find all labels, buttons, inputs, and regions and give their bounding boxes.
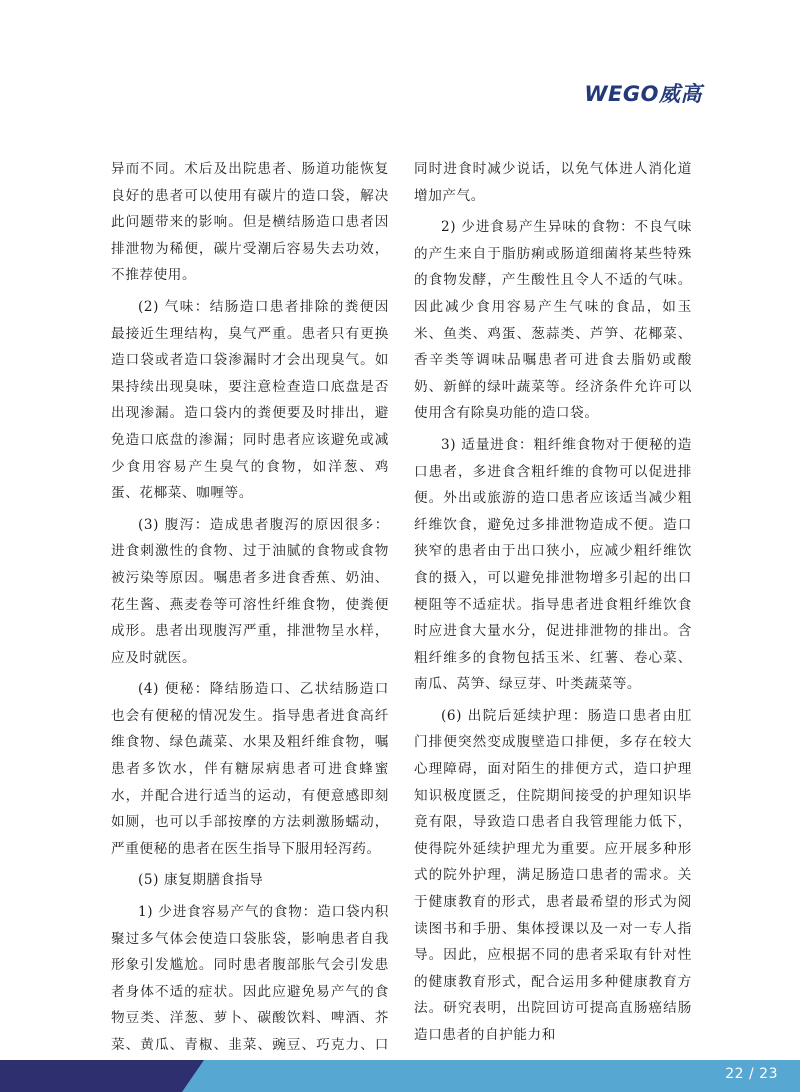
- paragraph-odor: (2) 气味：结肠造口患者排除的粪便因最接近生理结构，臭气严重。患者只有更换造口袋或者造口袋渗漏时才会出现臭气。如果持续出现臭味，要注意检查造口底盘是否出现渗漏。造口袋内的粪便要及时排出，避免造口底盘的渗漏；同时患者应该避免或减少食用容易产生臭气的食物，如洋葱、鸡蛋、花椰菜、咖喱等。: [111, 298, 389, 502]
- paragraph-continuing-care: (6) 出院后延续护理：肠造口患者由肛门排便突然变成腹壁造口排便，多存在较大心理障碍，面对陌生的排便方式，造口护理知识极度匮乏，住院期间接受的护理知识毕竟有限，导致造口患者自我管理能力低下，使得院外延续护理尤为重要。应开展多种形式的院外护理，满足肠造口患者的需求。关于健康教育的形式，患者最希望的形式为阅读图书和手册、集体授课以及一对一专人指导。因此，应根据不同的患者采取有针对性的健康教育形式，配合运用多种健康教育方法。研究表明，出院回访可提高直肠癌结肠造口患者的自护能力和: [414, 707, 692, 1043]
- footer-light-stripe: [182, 1060, 800, 1092]
- wego-logo: WEGO威高: [584, 82, 702, 106]
- paragraph-gas-foods: 1) 少进食容易产气的食物：造口袋内积聚过多气体会使造口袋胀袋，影响患者自我形象引发尴尬。同时患者腹部胀气会引发患者身体不适的症状。因此应避免易产气的食物豆类、洋葱、萝卜、碳酸饮料、啤酒、芥菜、黄瓜、青椒、韭菜、豌豆、巧克力、口: [111, 904, 389, 1053]
- left-column: [111, 156, 389, 1085]
- paragraph-continuation: 异而不同。术后及出院患者、肠道功能恢复良好的患者可以使用有碳片的造口袋，解决此问题带来的影响。但是横结肠造口患者因排泄物为稀便，碳片受潮后容易失去功效，不推荐使用。: [111, 161, 389, 284]
- footer-graphic: [0, 1046, 800, 1092]
- footer-band: [0, 1046, 800, 1092]
- paragraph-continuation-right: 同时进食时减少说话，以免气体进人消化道增加产气。: [414, 161, 692, 204]
- paragraph-odor-foods: 2) 少进食易产生异味的食物：不良气味的产生来自于脂肪痢或肠道细菌将某些特殊的食物发酵，产生酸性且令人不适的气味。因此减少食用容易产生气味的食品，如玉米、鱼类、鸡蛋、葱蒜类、芦笋、花椰菜、香辛类等调味品嘱患者可进食去脂奶或酸奶、新鲜的绿叶蔬菜等。经济条件允许可以使用含有除臭功能的造口袋。: [414, 219, 692, 422]
- section-heading-diet: (5) 康复期膳食指导: [138, 872, 264, 889]
- right-column: [414, 156, 692, 1049]
- page-number: 22 / 23: [725, 1066, 778, 1082]
- paragraph-constipation: (4) 便秘：降结肠造口、乙状结肠造口也会有便秘的情况发生。指导患者进食高纤维食物、绿色蔬菜、水果及粗纤维食物，嘱患者多饮水，伴有糖尿病患者可进食蜂蜜水，并配合进行适当的运动，有便意感即刻如厕，也可以手部按摩的方法刺激肠蠕动，严重便秘的患者在医生指导下服用轻泻药。: [111, 681, 389, 857]
- paragraph-fiber: 3) 适量进食：粗纤维食物对于便秘的造口患者，多进食含粗纤维的食物可以促进排便。外出或旅游的造口患者应该适当减少粗纤维饮食，避免过多排泄物造成不便。造口狭窄的患者由于出口狭小，应减少粗纤维饮食的摄入，可以避免排泄物增多引起的出口梗阻等不适症状。指导患者进食粗纤维饮食时应进食大量水分，促进排泄物的排出。含粗纤维多的食物包括玉米、红薯、卷心菜、南瓜、莴笋、绿豆芽、叶类蔬菜等。: [414, 436, 692, 693]
- paragraph-diarrhea: (3) 腹泻：造成患者腹泻的原因很多：进食刺激性的食物、过于油腻的食物或食物被污染等原因。嘱患者多进食香蕉、奶油、花生酱、燕麦卷等可溶性纤维食物，使粪便成形。患者出现腹泻严重，排泄物呈水样，应及时就医。: [111, 516, 389, 666]
